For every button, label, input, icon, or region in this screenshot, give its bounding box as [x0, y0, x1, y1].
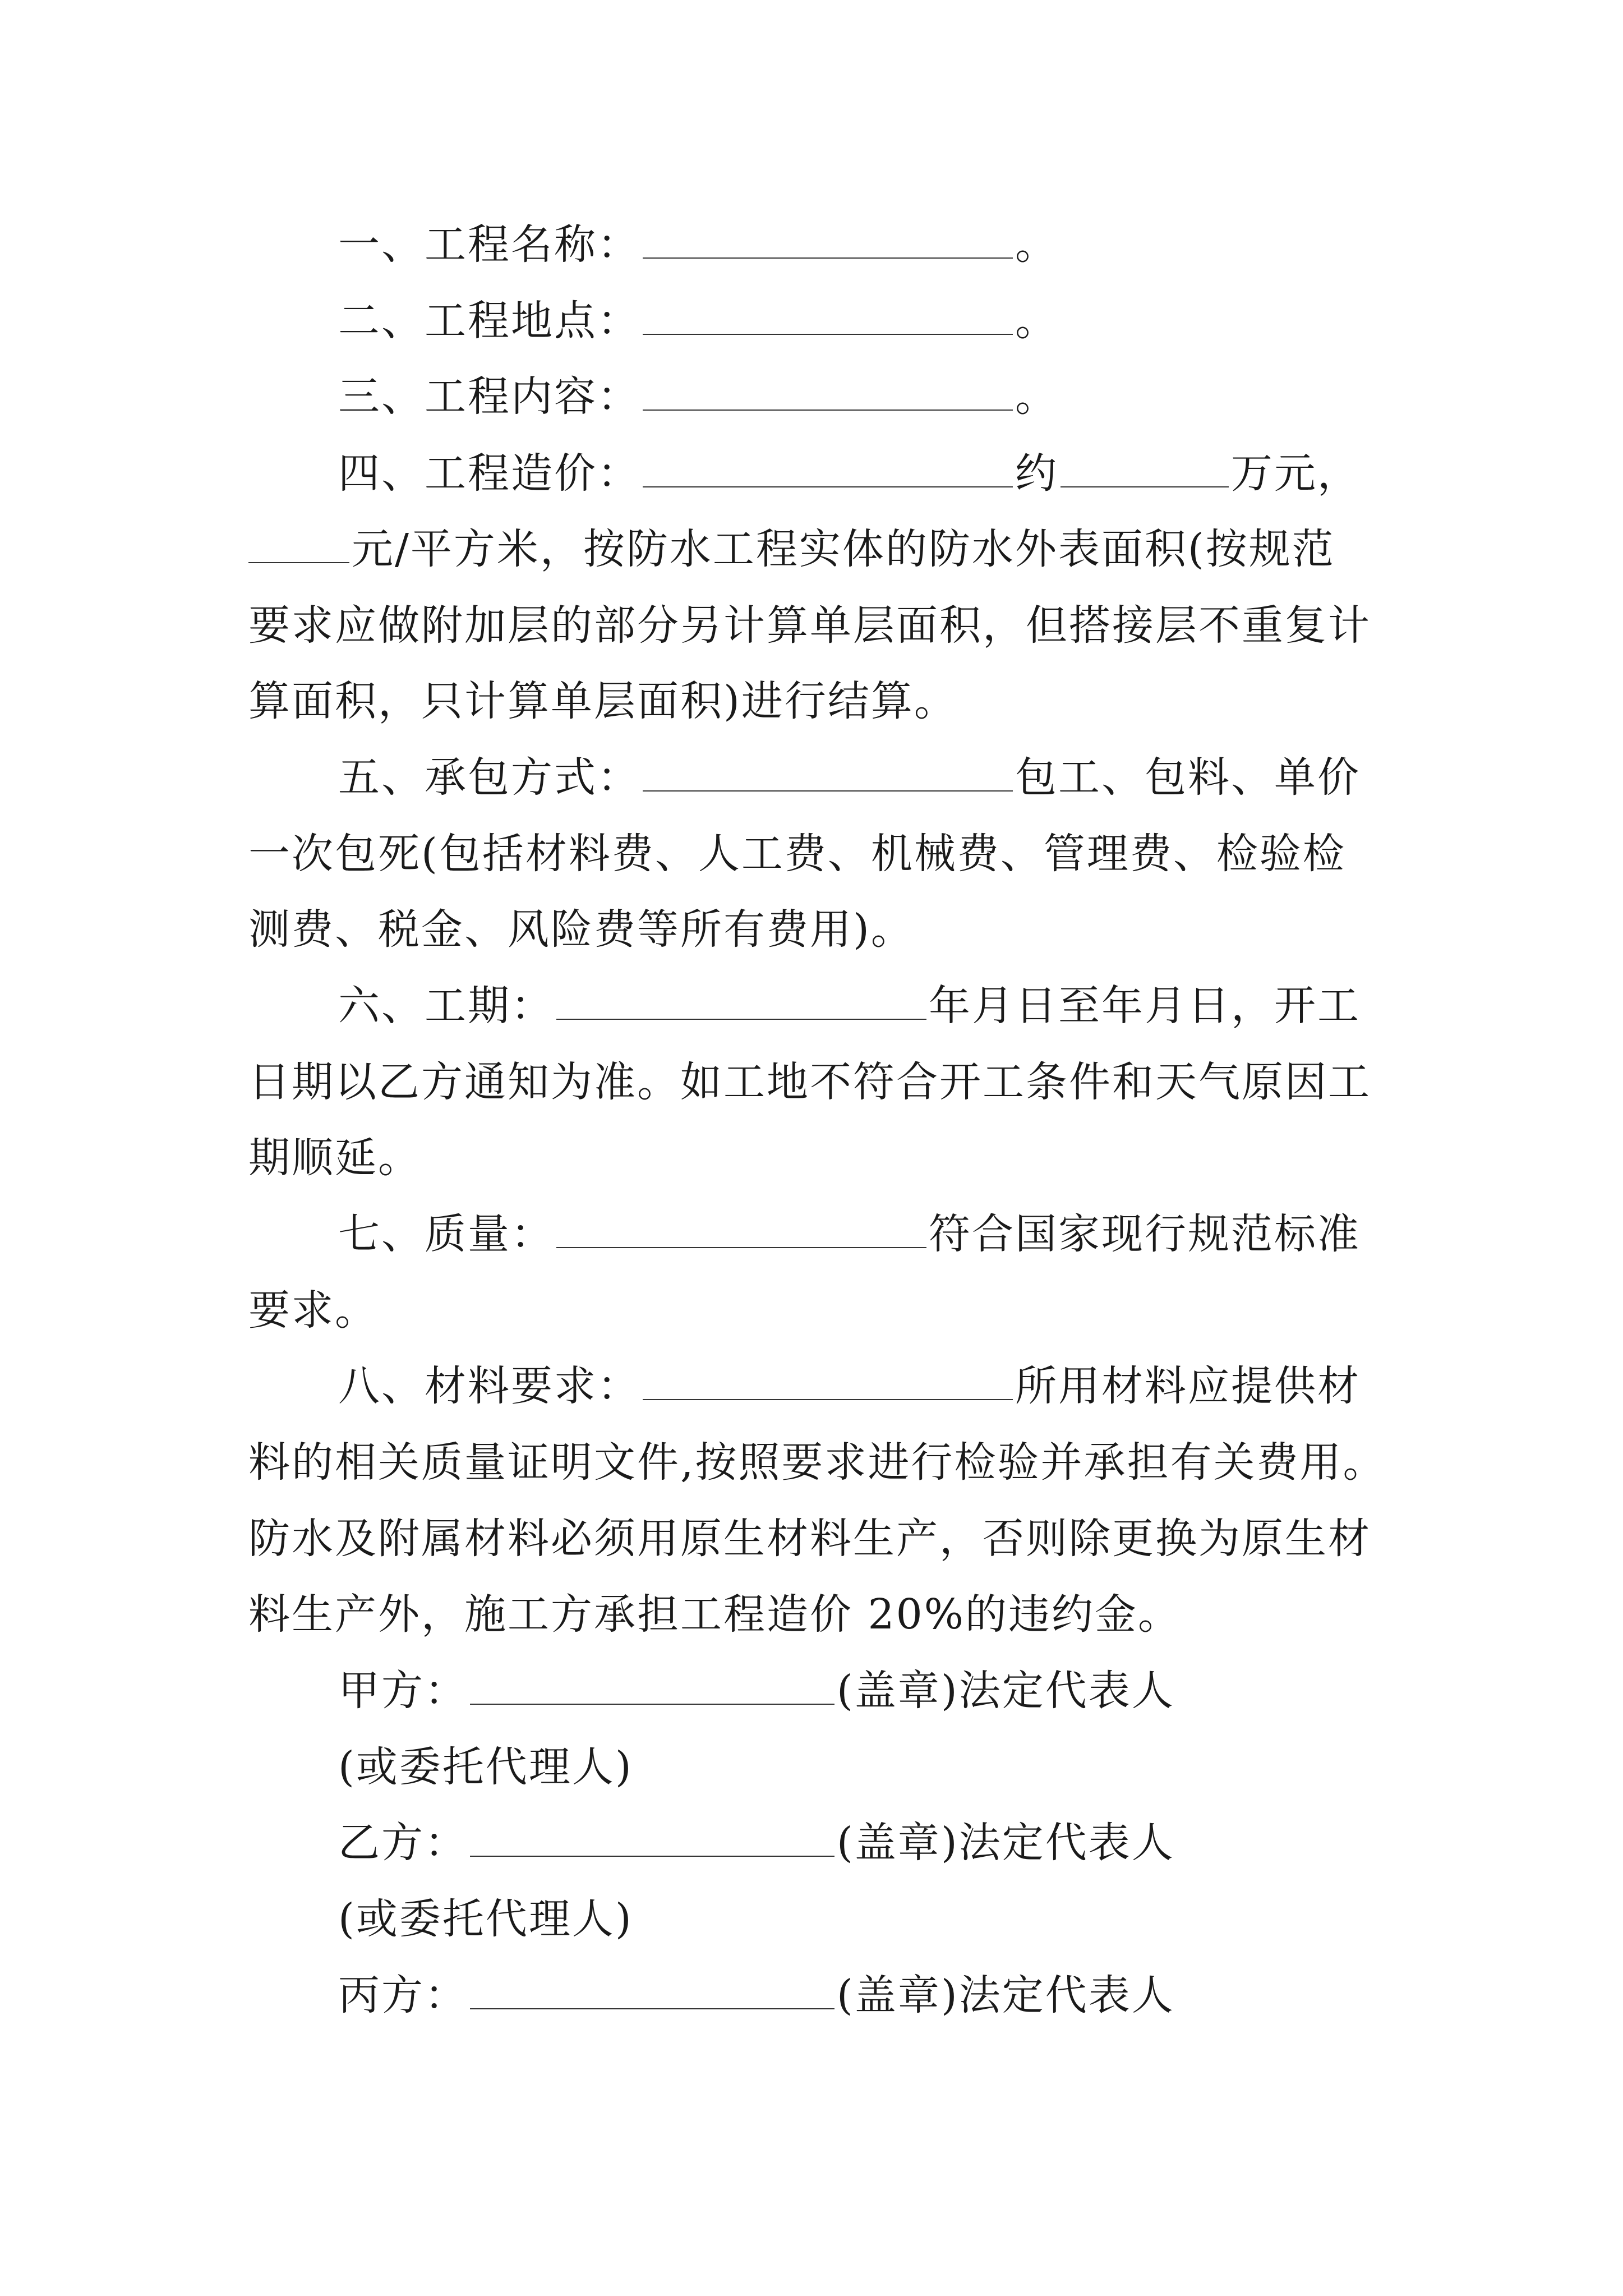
item-contract-mode: [338, 749, 1361, 806]
blank-field[interactable]: [248, 523, 349, 563]
item-quality-line2: 要求。: [248, 1286, 378, 1335]
blank-field[interactable]: [643, 447, 1013, 487]
blank-field[interactable]: [470, 1664, 834, 1705]
item-label: 六、工期：: [338, 982, 554, 1030]
blank-field[interactable]: [470, 1969, 834, 2009]
blank-field[interactable]: [1061, 447, 1229, 487]
item-duration-line2: 日期以乙方通知为准。如工地不符合开工条件和天气原因工: [248, 1058, 1371, 1106]
item-about: 约: [1015, 449, 1058, 498]
item-cost-line3: 要求应做附加层的部分另计算单层面积，但搭接层不重复计: [248, 601, 1371, 650]
item-mode-line2: 一次包死(包括材料费、人工费、机械费、管理费、检验检: [248, 830, 1346, 878]
item-project-name: [338, 217, 1058, 273]
item-cost-line4: 算面积，只计算单层面积)进行结算。: [248, 677, 957, 725]
item-project-cost: [338, 445, 1361, 501]
party-b: [338, 1815, 1175, 1871]
item-project-location: [338, 293, 1058, 349]
blank-field[interactable]: [556, 979, 926, 1020]
party-a-note: (或委托代理人): [338, 1743, 633, 1791]
blank-field[interactable]: [470, 1816, 834, 1857]
item-label: 五、承包方式：: [338, 753, 640, 802]
text: 元/平方米，按防水工程实体的防水外表面积(按规范: [352, 525, 1335, 573]
item-label: 二、工程地点：: [338, 297, 640, 345]
item-label: 三、工程内容：: [338, 372, 640, 421]
party-c: [338, 1967, 1175, 2023]
item-duration-line3: 期顺延。: [248, 1134, 421, 1182]
item-unit: 万元，: [1231, 449, 1361, 498]
blank-field[interactable]: [643, 1360, 1013, 1400]
item-materials-line3: 防水及附属材料必须用原生材料生产，否则除更换为原生材: [248, 1515, 1371, 1563]
party-tail: (盖章)法定代表人: [837, 1819, 1175, 1867]
party-a: [338, 1663, 1175, 1719]
item-duration: [338, 978, 1361, 1034]
party-label: 甲方：: [338, 1667, 468, 1715]
item-label: 一、工程名称：: [338, 220, 640, 269]
item-end: 。: [1015, 220, 1058, 269]
party-label: 乙方：: [338, 1819, 468, 1867]
item-materials-line4: 料生产外，施工方承担工程造价 20%的违约金。: [248, 1590, 1181, 1639]
blank-field[interactable]: [643, 370, 1013, 411]
item-project-content: [338, 369, 1058, 425]
item-cost-line2: [248, 521, 1335, 577]
item-materials-line2: 料的相关质量证明文件,按照要求进行检验并承担有关费用。: [248, 1438, 1386, 1487]
blank-field[interactable]: [643, 295, 1013, 335]
item-label: 四、工程造价：: [338, 449, 640, 498]
item-materials: [338, 1358, 1361, 1414]
blank-field[interactable]: [643, 218, 1013, 259]
item-tail: 所用材料应提供材: [1015, 1362, 1361, 1410]
party-tail: (盖章)法定代表人: [837, 1667, 1175, 1715]
item-end: 。: [1015, 297, 1058, 345]
item-label: 八、材料要求：: [338, 1362, 640, 1410]
party-tail: (盖章)法定代表人: [837, 1971, 1175, 2019]
item-label: 七、质量：: [338, 1210, 554, 1258]
blank-field[interactable]: [556, 1208, 926, 1248]
item-quality: [338, 1206, 1361, 1262]
party-label: 丙方：: [338, 1971, 468, 2019]
item-end: 。: [1015, 372, 1058, 421]
blank-field[interactable]: [643, 751, 1013, 792]
item-tail: 符合国家现行规范标准: [929, 1210, 1361, 1258]
party-b-note: (或委托代理人): [338, 1895, 633, 1943]
item-tail: 包工、包料、单价: [1015, 753, 1361, 802]
item-tail: 年月日至年月日，开工: [929, 982, 1361, 1030]
item-mode-line3: 测费、税金、风险费等所有费用)。: [248, 905, 914, 954]
